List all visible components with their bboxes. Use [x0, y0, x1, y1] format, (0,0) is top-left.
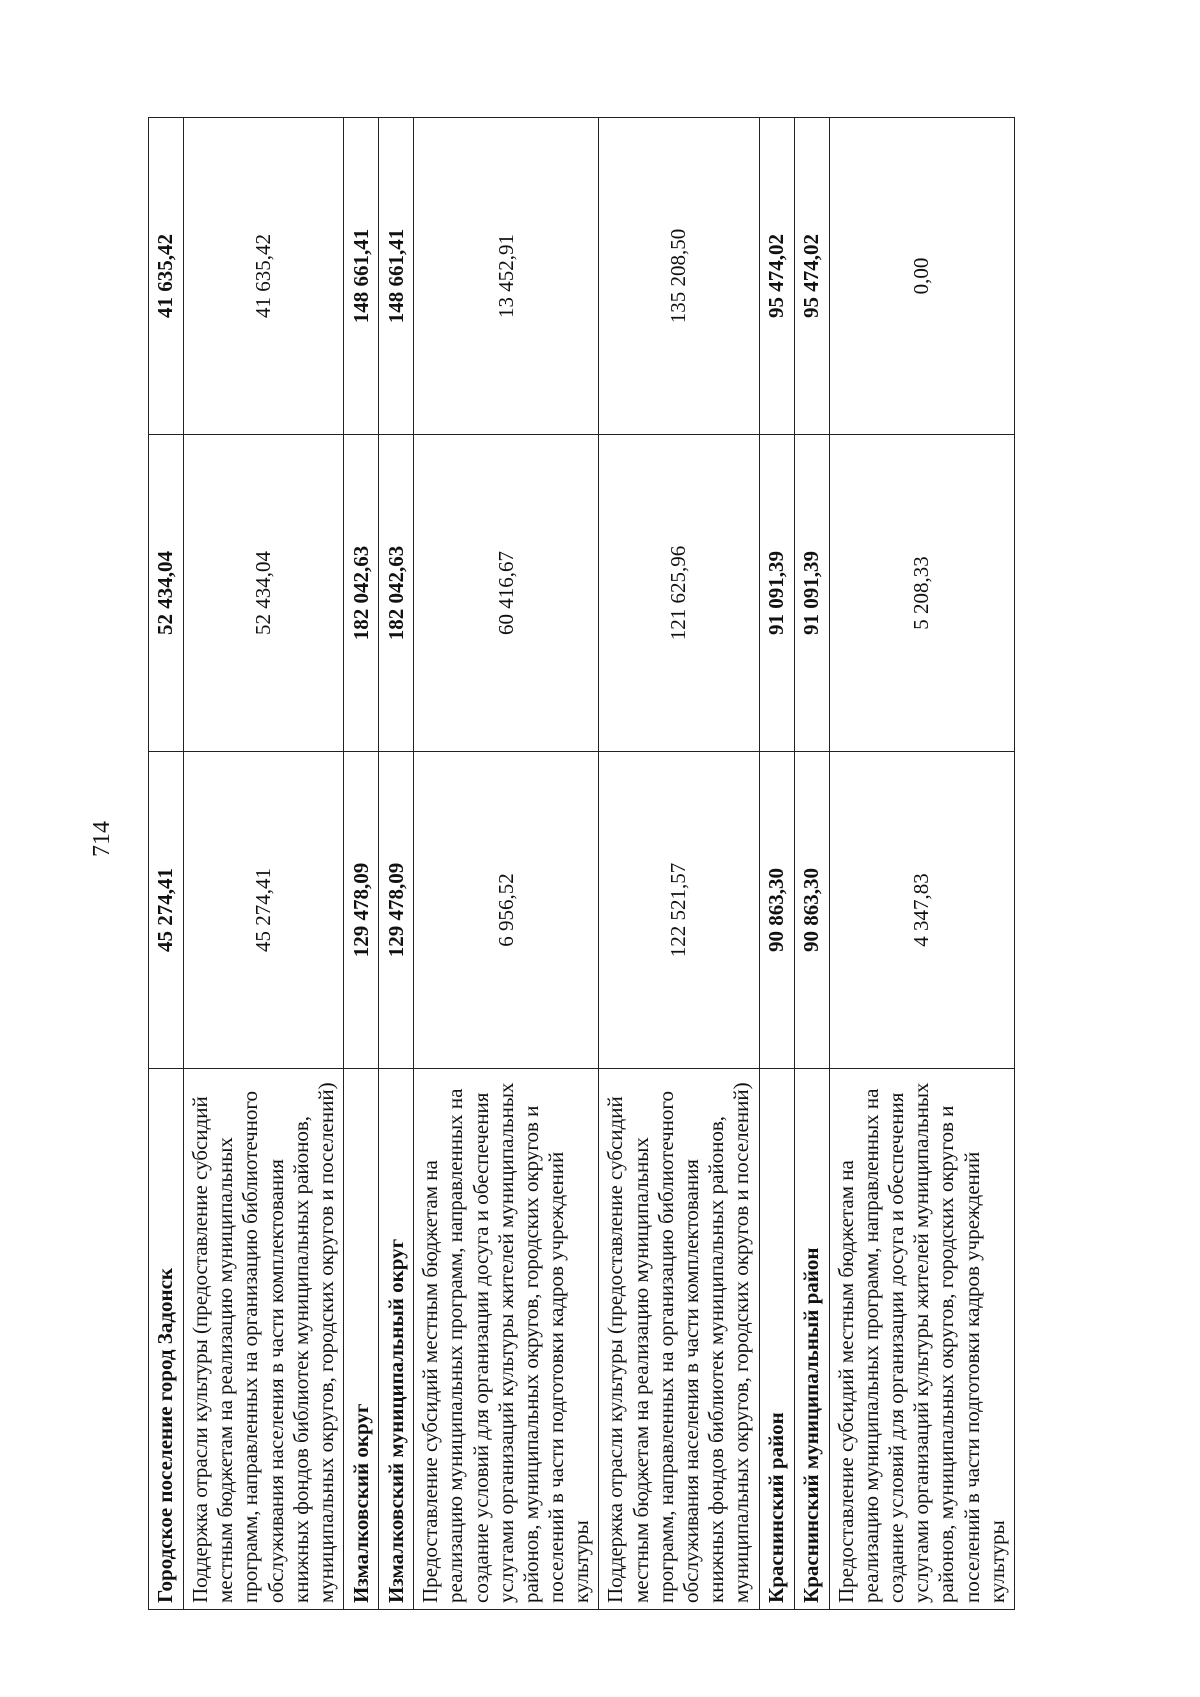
budget-table	[148, 117, 1015, 1610]
row-value-3: 95 474,02	[759, 118, 794, 435]
row-name: Краснинский район	[759, 1069, 794, 1610]
row-name: Измалковский муниципальный округ	[379, 1069, 414, 1610]
table-row	[599, 118, 759, 1610]
table-row	[344, 118, 379, 1610]
row-name: Городское поселение город Задонск	[149, 1069, 184, 1610]
table-row	[829, 118, 1014, 1610]
row-name: Поддержка отрасли культуры (предоставление субсидий местным бюджетам на реализацию муниципальных программ, направленных на организацию библиотечного обслуживания населения в части комплектования книжных фондов библиотек муниципальных районов, муниципальных округов, городских округов и поселений)	[599, 1069, 759, 1610]
row-value-1: 6 956,52	[414, 752, 599, 1069]
row-name: Краснинский муниципальный район	[794, 1069, 829, 1610]
row-value-2: 52 434,04	[184, 435, 344, 752]
table-row	[414, 118, 599, 1610]
row-name: Поддержка отрасли культуры (предоставление субсидий местным бюджетам на реализацию муниципальных программ, направленных на организацию библиотечного обслуживания населения в части комплектования книжных фондов библиотек муниципальных районов, муниципальных округов, городских округов и поселений)	[184, 1069, 344, 1610]
row-value-1: 45 274,41	[184, 752, 344, 1069]
row-value-2: 121 625,96	[599, 435, 759, 752]
table-row	[379, 118, 414, 1610]
row-value-2: 60 416,67	[414, 435, 599, 752]
row-value-3: 41 635,42	[149, 118, 184, 435]
row-value-3: 135 208,50	[599, 118, 759, 435]
row-value-1: 4 347,83	[829, 752, 1014, 1069]
row-value-3: 13 452,91	[414, 118, 599, 435]
row-name: Предоставление субсидий местным бюджетам на реализацию муниципальных программ, направленных на создание условий для организации досуга и обеспечения услугами организаций культуры жителей муниципальных районов, муниципальных округов, городских округов и поселений в части подготовки кадров учреждений культуры	[829, 1069, 1014, 1610]
table-row	[149, 118, 184, 1610]
row-name: Предоставление субсидий местным бюджетам на реализацию муниципальных программ, направленных на создание условий для организации досуга и обеспечения услугами организаций культуры жителей муниципальных районов, муниципальных округов, городских округов и поселений в части подготовки кадров учреждений культуры	[414, 1069, 599, 1610]
row-value-3: 148 661,41	[379, 118, 414, 435]
row-value-1: 90 863,30	[759, 752, 794, 1069]
row-value-2: 5 208,33	[829, 435, 1014, 752]
row-value-1: 129 478,09	[379, 752, 414, 1069]
row-value-3: 148 661,41	[344, 118, 379, 435]
row-value-1: 129 478,09	[344, 752, 379, 1069]
row-value-3: 95 474,02	[794, 118, 829, 435]
row-value-2: 52 434,04	[149, 435, 184, 752]
row-name: Измалковский округ	[344, 1069, 379, 1610]
table-row	[794, 118, 829, 1610]
row-value-2: 91 091,39	[794, 435, 829, 752]
row-value-1: 90 863,30	[794, 752, 829, 1069]
budget-table-container	[148, 117, 1009, 1610]
row-value-1: 45 274,41	[149, 752, 184, 1069]
row-value-2: 182 042,63	[379, 435, 414, 752]
row-value-3: 41 635,42	[184, 118, 344, 435]
row-value-2: 91 091,39	[759, 435, 794, 752]
table-row	[184, 118, 344, 1610]
row-value-3: 0,00	[829, 118, 1014, 435]
row-value-1: 122 521,57	[599, 752, 759, 1069]
table-row	[759, 118, 794, 1610]
row-value-2: 182 042,63	[344, 435, 379, 752]
page-number: 714	[88, 821, 115, 857]
